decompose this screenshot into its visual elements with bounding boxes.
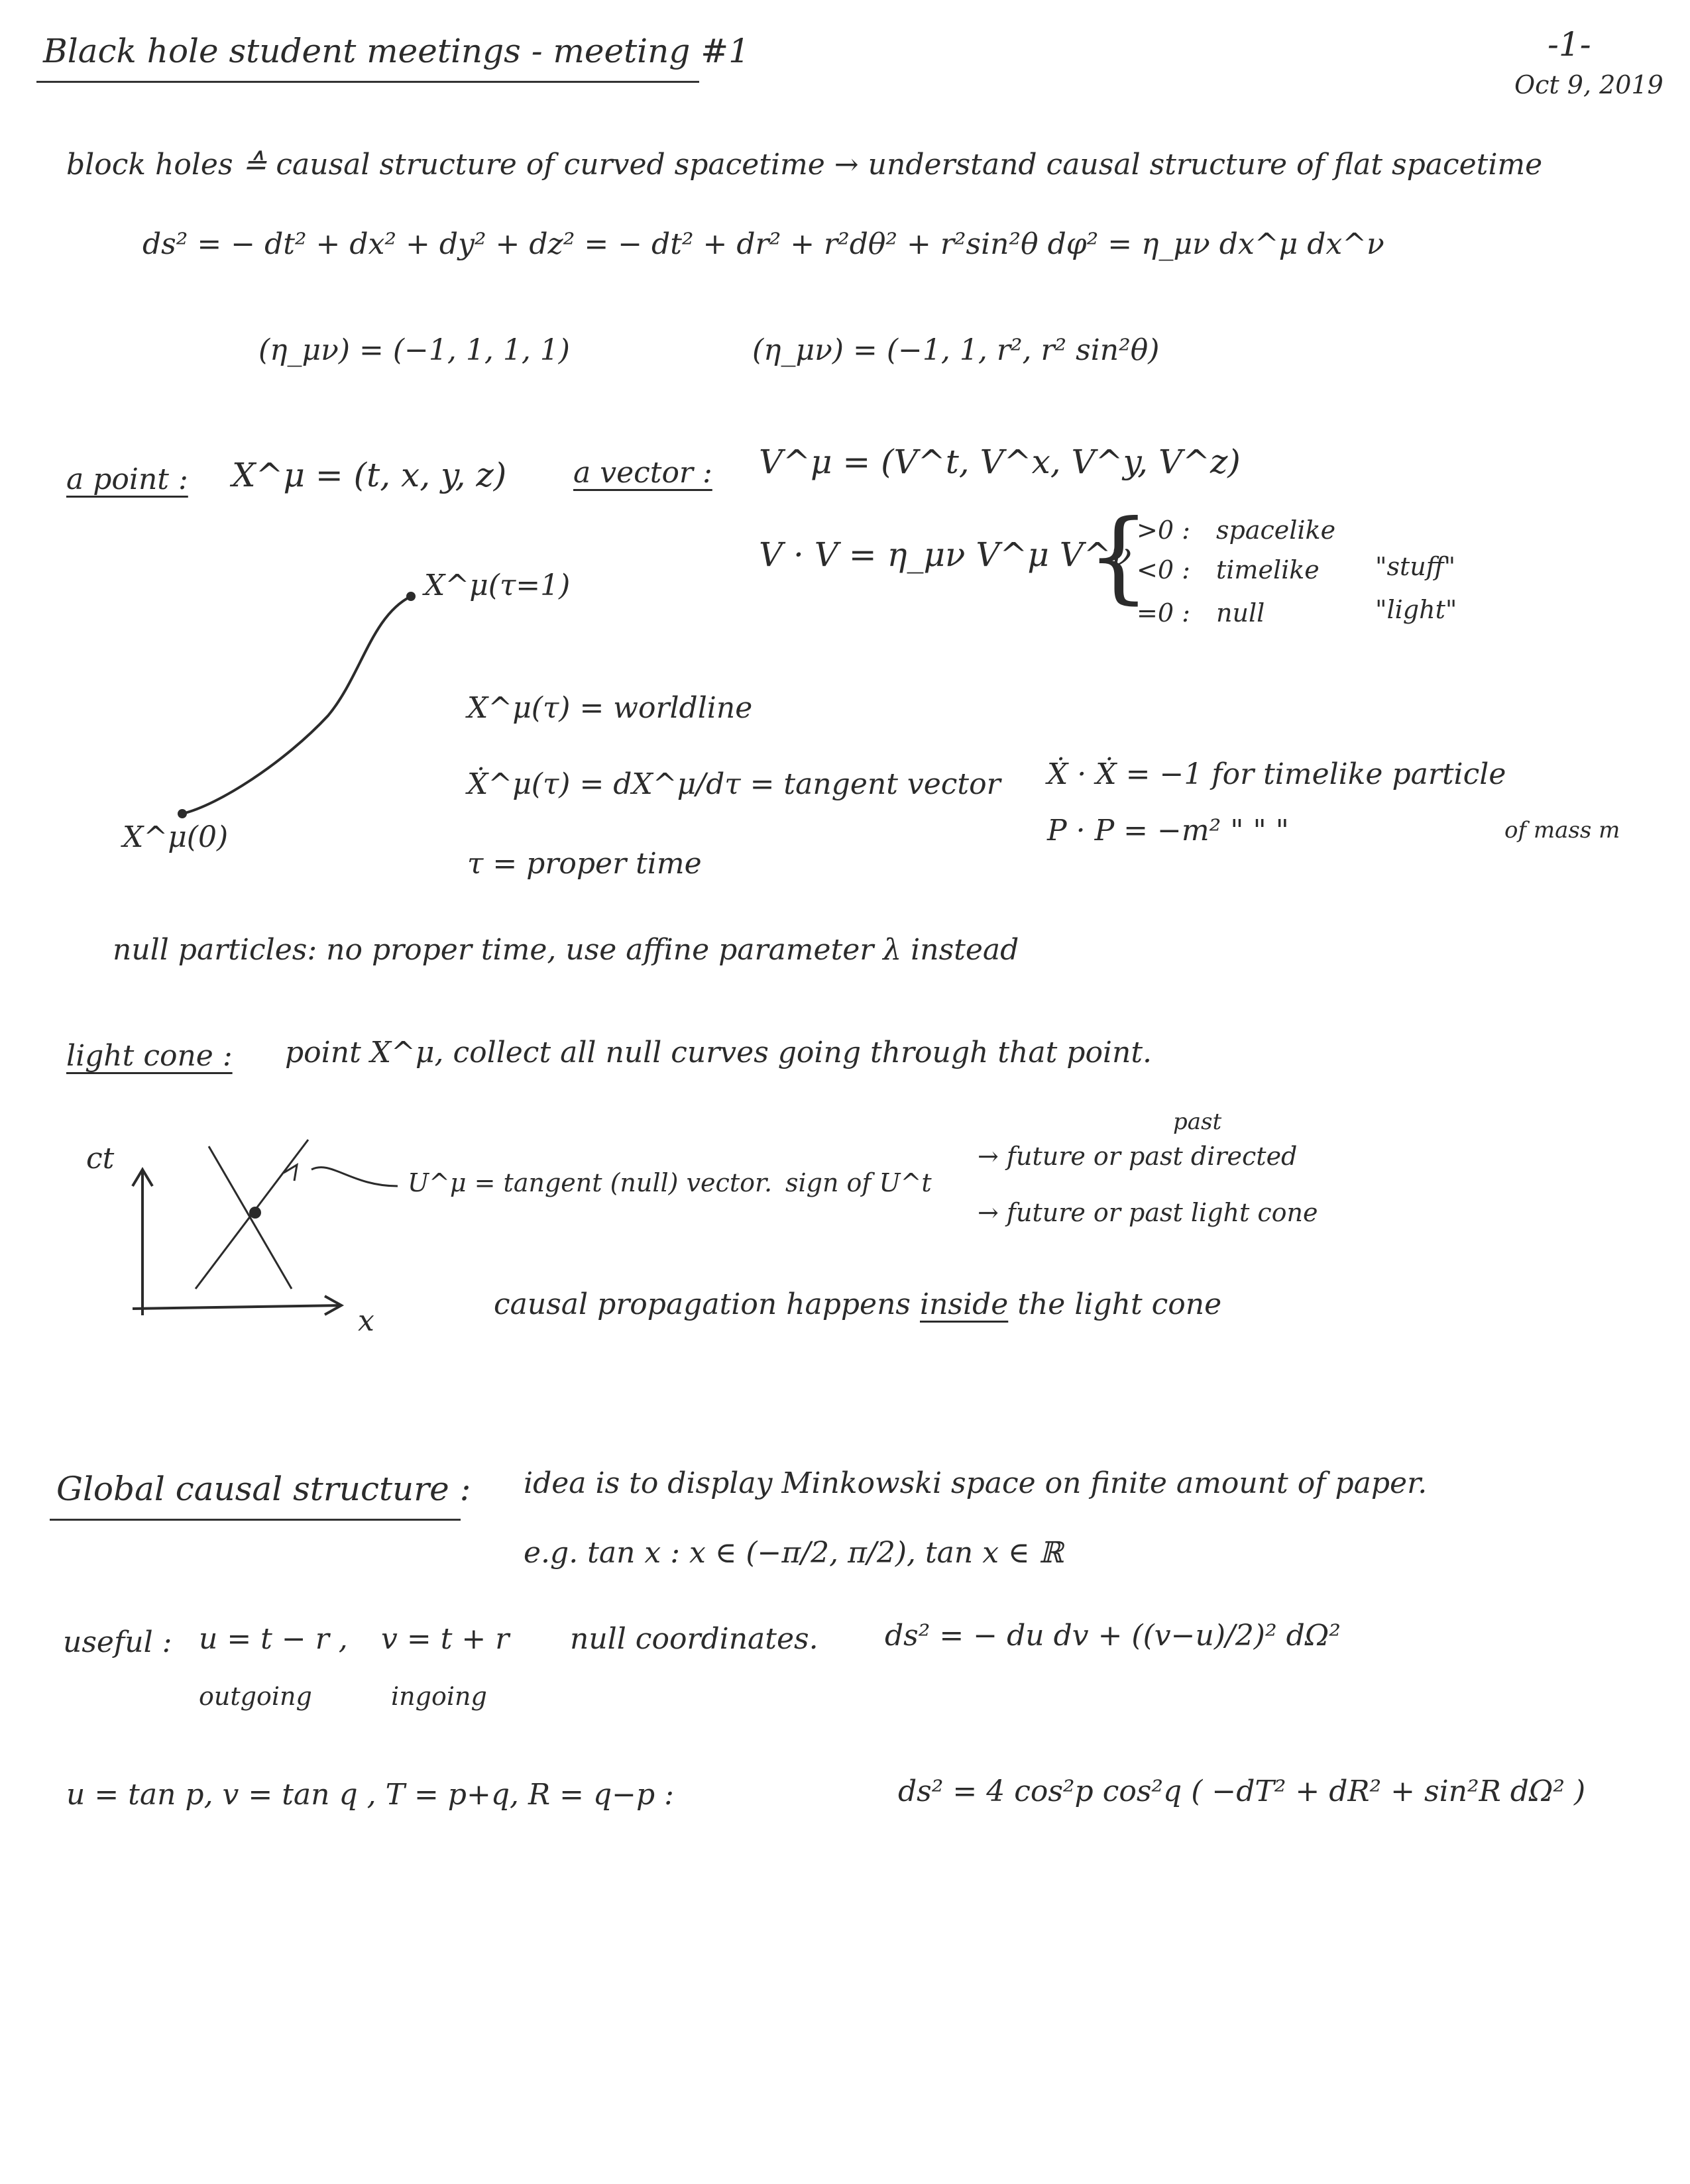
global-causal-structure-heading: Global causal structure : [56, 1470, 471, 1508]
case-note: "stuff" [1375, 552, 1456, 581]
point-definition: X^μ = (t, x, y, z) [232, 456, 507, 494]
page-number: -1- [1548, 25, 1591, 64]
compactified-coordinates: u = tan p, v = tan q , T = p+q, R = q−p : [66, 1778, 674, 1812]
worldline-definition: X^μ(τ) = worldline [467, 691, 753, 725]
case-note: "light" [1375, 595, 1457, 624]
compactified-metric: ds² = 4 cos²p cos²q ( −dT² + dR² + sin²R dΩ² ) [898, 1774, 1586, 1808]
null-coordinates: null coordinates. [570, 1622, 818, 1656]
dot-product: V · V = η_μν V^μ V^ν [759, 535, 1132, 574]
case-name: timelike [1216, 555, 1320, 584]
causal-text-end: the light cone [1017, 1287, 1222, 1321]
null-particles: null particles: no proper time, use affine parameter λ instead [113, 933, 1019, 967]
tan-example: e.g. tan x : x ∈ (−π/2, π/2), tan x ∈ ℝ [524, 1536, 1064, 1570]
sign-of-ut: sign of U^t [785, 1168, 932, 1197]
u-outgoing: outgoing [199, 1682, 312, 1711]
timelike-normalization: Ẋ · Ẋ = −1 for timelike particle [1047, 757, 1506, 791]
metric-cartesian: (η_μν) = (−1, 1, 1, 1) [258, 333, 570, 367]
date: Oct 9, 2019 [1514, 70, 1663, 99]
x-axis-label: x [358, 1304, 374, 1338]
causal-propagation [494, 1289, 1221, 1321]
x-axis [133, 1305, 341, 1309]
null-metric: ds² = − du dv + ((v−u)/2)² dΩ² [885, 1619, 1341, 1653]
tangent-vector: Ẋ^μ(τ) = dX^μ/dτ = tangent vector [467, 767, 1001, 801]
case-name: spacelike [1216, 516, 1336, 545]
event-point [249, 1207, 261, 1219]
useful-label: useful : [63, 1625, 172, 1659]
cases-brace: { [1087, 499, 1151, 614]
light-cone-definition: point X^μ, collect all null curves going through that point. [285, 1036, 1153, 1069]
tangent-arrowhead [284, 1165, 297, 1181]
case-name: null [1216, 598, 1265, 628]
global-idea: idea is to display Minkowski space on finite amount of paper. [524, 1466, 1428, 1500]
null-tangent-vector: U^μ = tangent (null) vector. [408, 1168, 773, 1197]
inside-emphasis: inside [920, 1287, 1009, 1321]
case-condition: >0 : [1137, 516, 1190, 545]
tangent-leader [311, 1168, 398, 1186]
mass-note: of mass m [1504, 817, 1620, 844]
v-ingoing: ingoing [391, 1682, 487, 1711]
worldline-start-label: X^μ(0) [123, 820, 229, 854]
cone-selection: → future or past light cone [978, 1198, 1318, 1227]
light-cone-label: light cone : [66, 1039, 233, 1073]
past-correction: past [1173, 1109, 1222, 1135]
page-title: Black hole student meetings - meeting #1 [43, 32, 750, 70]
vector-label: a vector : [573, 456, 712, 490]
case-condition: <0 : [1137, 555, 1190, 584]
intro-statement: block holes ≙ causal structure of curved spacetime → understand causal structure of flat spacetime [66, 148, 1543, 182]
proper-time: τ = proper time [467, 847, 702, 881]
global-heading-underline [50, 1519, 461, 1521]
metric-spherical: (η_μν) = (−1, 1, r², r² sin²θ) [752, 333, 1160, 367]
vector-definition: V^μ = (V^t, V^x, V^y, V^z) [759, 443, 1241, 481]
case-condition: =0 : [1137, 598, 1190, 628]
momentum-relation: P · P = −m² " " " [1047, 814, 1289, 847]
minkowski-metric: ds² = − dt² + dx² + dy² + dz² = − dt² + dr² + r²dθ² + r²sin²θ dφ² = η_μν dx^μ dx^ν [142, 227, 1384, 261]
u-definition: u = t − r , [199, 1622, 348, 1656]
causal-text: causal propagation happens [494, 1287, 911, 1321]
point-label: a point : [66, 463, 188, 496]
time-direction: → future or past directed [978, 1142, 1298, 1171]
worldline-end-label: X^μ(τ=1) [424, 569, 571, 602]
ct-axis-label: ct [86, 1142, 115, 1175]
v-definition: v = t + r [381, 1622, 510, 1656]
